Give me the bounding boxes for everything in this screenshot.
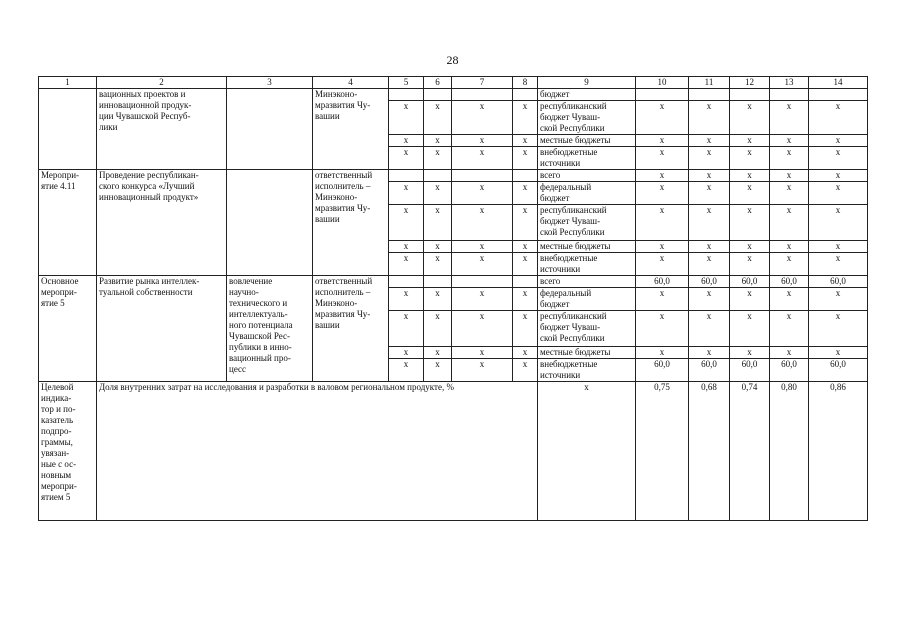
funding-source-cell: всего <box>538 276 636 288</box>
activity-name-cell: Проведение республикан- ского конкурса «Лучший инновационный продукт» <box>97 170 227 276</box>
code-cell: x <box>424 347 452 359</box>
value-cell: x <box>809 288 868 311</box>
code-cell: x <box>424 205 452 241</box>
code-cell: x <box>389 288 424 311</box>
code-cell <box>389 276 424 288</box>
value-cell: x <box>809 182 868 205</box>
funding-source-cell: бюджет <box>538 89 636 101</box>
value-cell: x <box>689 170 730 182</box>
value-cell <box>636 89 689 101</box>
code-cell: x <box>424 253 452 276</box>
code-cell: x <box>452 241 513 253</box>
code-cell <box>389 170 424 182</box>
value-cell: x <box>730 347 770 359</box>
indicator-value-cell: 0,74 <box>730 382 770 521</box>
executor-cell: Минэконо- мразвития Чу- вашии <box>313 89 389 170</box>
value-cell: x <box>809 241 868 253</box>
code-cell <box>452 89 513 101</box>
value-cell: x <box>770 170 809 182</box>
code-cell: x <box>389 101 424 135</box>
value-cell: x <box>689 135 730 147</box>
value-cell: x <box>636 241 689 253</box>
value-cell: x <box>770 288 809 311</box>
value-cell <box>689 89 730 101</box>
value-cell: x <box>770 311 809 347</box>
code-cell: x <box>513 147 538 170</box>
indicator-value-cell: 0,68 <box>689 382 730 521</box>
value-cell: 60,0 <box>636 359 689 382</box>
value-cell: 60,0 <box>770 359 809 382</box>
value-cell: x <box>770 101 809 135</box>
activity-name-cell: вационных проектов и инновационной продук- ции Чувашской Респуб- лики <box>97 89 227 170</box>
value-cell: x <box>809 205 868 241</box>
indicator-code-cell: x <box>538 382 636 521</box>
code-cell: x <box>389 241 424 253</box>
header-cell: 1 <box>39 77 97 89</box>
indicator-value-cell: 0,75 <box>636 382 689 521</box>
value-cell: 60,0 <box>730 359 770 382</box>
header-cell: 4 <box>313 77 389 89</box>
code-cell: x <box>424 135 452 147</box>
program-table <box>38 76 868 521</box>
code-cell: x <box>513 347 538 359</box>
code-cell: x <box>452 347 513 359</box>
header-cell: 5 <box>389 77 424 89</box>
code-cell: x <box>424 241 452 253</box>
funding-source-cell: местные бюджеты <box>538 135 636 147</box>
expected-result-cell: вовлечение научно- технического и интеллектуаль- ного потенциала Чувашской Рес- публики в инно- вационный про- цесс <box>227 276 313 382</box>
code-cell: x <box>452 147 513 170</box>
indicator-text-cell: Доля внутренних затрат на исследования и разработки в валовом региональном продукте, % <box>97 382 538 521</box>
code-cell: x <box>452 205 513 241</box>
code-cell: x <box>389 135 424 147</box>
code-cell: x <box>513 253 538 276</box>
page-number: 28 <box>446 53 459 67</box>
expected-result-cell <box>227 89 313 170</box>
value-cell: x <box>689 241 730 253</box>
value-cell: x <box>809 253 868 276</box>
code-cell: x <box>424 101 452 135</box>
code-cell: x <box>452 288 513 311</box>
code-cell: x <box>513 101 538 135</box>
code-cell: x <box>513 135 538 147</box>
code-cell: x <box>513 359 538 382</box>
value-cell: 60,0 <box>809 359 868 382</box>
code-cell: x <box>452 182 513 205</box>
value-cell: x <box>636 147 689 170</box>
value-cell: x <box>689 101 730 135</box>
header-cell: 14 <box>809 77 868 89</box>
value-cell: x <box>809 170 868 182</box>
value-cell: x <box>730 147 770 170</box>
code-cell <box>513 170 538 182</box>
code-cell: x <box>389 253 424 276</box>
code-cell: x <box>389 311 424 347</box>
value-cell: x <box>689 288 730 311</box>
funding-source-cell: республиканский бюджет Чуваш- ской Республики <box>538 311 636 347</box>
indicator-value-cell: 0,80 <box>770 382 809 521</box>
header-cell: 6 <box>424 77 452 89</box>
header-cell: 2 <box>97 77 227 89</box>
header-cell: 12 <box>730 77 770 89</box>
value-cell: x <box>636 311 689 347</box>
value-cell: x <box>770 205 809 241</box>
code-cell: x <box>513 205 538 241</box>
value-cell: x <box>636 182 689 205</box>
value-cell: x <box>689 182 730 205</box>
value-cell: x <box>809 135 868 147</box>
expected-result-cell <box>227 170 313 276</box>
code-cell: x <box>424 311 452 347</box>
value-cell: x <box>636 170 689 182</box>
code-cell: x <box>513 288 538 311</box>
header-cell: 11 <box>689 77 730 89</box>
activity-code-cell: Меропри- ятие 4.11 <box>39 170 97 276</box>
funding-source-cell: республиканский бюджет Чуваш- ской Республики <box>538 205 636 241</box>
code-cell: x <box>389 147 424 170</box>
code-cell: x <box>513 241 538 253</box>
activity-name-cell: Развитие рынка интеллек- туальной собственности <box>97 276 227 382</box>
code-cell: x <box>389 347 424 359</box>
funding-source-cell: внебюджетные источники <box>538 359 636 382</box>
code-cell <box>424 170 452 182</box>
value-cell <box>809 89 868 101</box>
table-row <box>39 276 868 288</box>
code-cell <box>424 89 452 101</box>
funding-source-cell: республиканский бюджет Чуваш- ской Республики <box>538 101 636 135</box>
code-cell: x <box>452 311 513 347</box>
value-cell: x <box>770 347 809 359</box>
value-cell: x <box>730 205 770 241</box>
value-cell: x <box>636 205 689 241</box>
value-cell: x <box>809 147 868 170</box>
value-cell <box>770 89 809 101</box>
value-cell: x <box>809 311 868 347</box>
header-cell: 3 <box>227 77 313 89</box>
header-cell: 7 <box>452 77 513 89</box>
value-cell: x <box>730 241 770 253</box>
value-cell: x <box>636 101 689 135</box>
value-cell: x <box>730 288 770 311</box>
value-cell: x <box>770 135 809 147</box>
header-cell: 8 <box>513 77 538 89</box>
code-cell: x <box>513 311 538 347</box>
code-cell <box>513 89 538 101</box>
executor-cell: ответственный исполнитель – Минэконо- мразвития Чу- вашии <box>313 276 389 382</box>
header-cell: 13 <box>770 77 809 89</box>
code-cell: x <box>452 253 513 276</box>
indicator-label-cell: Целевой индика- тор и по- казатель подпро- граммы, увязан- ные с ос- новным меропри- ятием 5 <box>39 382 97 521</box>
value-cell: x <box>689 205 730 241</box>
value-cell: x <box>730 135 770 147</box>
value-cell: 60,0 <box>636 276 689 288</box>
header-cell: 9 <box>538 77 636 89</box>
code-cell: x <box>452 135 513 147</box>
indicator-row <box>39 382 868 521</box>
code-cell: x <box>389 182 424 205</box>
executor-cell: ответственный исполнитель – Минэконо- мразвития Чу- вашии <box>313 170 389 276</box>
code-cell: x <box>424 147 452 170</box>
code-cell: x <box>389 205 424 241</box>
table-body <box>39 77 868 521</box>
value-cell: x <box>809 347 868 359</box>
table-row <box>39 170 868 182</box>
value-cell: x <box>730 253 770 276</box>
code-cell <box>389 89 424 101</box>
funding-source-cell: федеральный бюджет <box>538 288 636 311</box>
code-cell <box>452 276 513 288</box>
funding-source-cell: местные бюджеты <box>538 347 636 359</box>
code-cell: x <box>424 288 452 311</box>
header-row <box>39 77 868 89</box>
value-cell: x <box>636 347 689 359</box>
code-cell: x <box>513 182 538 205</box>
value-cell: 60,0 <box>809 276 868 288</box>
table-row <box>39 89 868 101</box>
value-cell: 60,0 <box>770 276 809 288</box>
indicator-value-cell: 0,86 <box>809 382 868 521</box>
code-cell: x <box>424 182 452 205</box>
value-cell: x <box>809 101 868 135</box>
code-cell: x <box>452 101 513 135</box>
code-cell <box>452 170 513 182</box>
code-cell <box>513 276 538 288</box>
funding-source-cell: всего <box>538 170 636 182</box>
value-cell: x <box>730 170 770 182</box>
value-cell: x <box>730 182 770 205</box>
value-cell: x <box>636 288 689 311</box>
code-cell: x <box>424 359 452 382</box>
value-cell: x <box>689 253 730 276</box>
value-cell: x <box>770 182 809 205</box>
funding-source-cell: внебюджетные источники <box>538 147 636 170</box>
value-cell: 60,0 <box>730 276 770 288</box>
value-cell: x <box>689 311 730 347</box>
code-cell: x <box>389 359 424 382</box>
value-cell: 60,0 <box>689 359 730 382</box>
value-cell: x <box>636 135 689 147</box>
value-cell <box>730 89 770 101</box>
value-cell: x <box>689 347 730 359</box>
value-cell: x <box>770 253 809 276</box>
value-cell: x <box>730 101 770 135</box>
header-cell: 10 <box>636 77 689 89</box>
value-cell: x <box>689 147 730 170</box>
value-cell: x <box>636 253 689 276</box>
value-cell: x <box>770 241 809 253</box>
funding-source-cell: федеральный бюджет <box>538 182 636 205</box>
value-cell: 60,0 <box>689 276 730 288</box>
code-cell <box>424 276 452 288</box>
activity-code-cell: Основное меропри- ятие 5 <box>39 276 97 382</box>
funding-source-cell: местные бюджеты <box>538 241 636 253</box>
code-cell: x <box>452 359 513 382</box>
value-cell: x <box>730 311 770 347</box>
value-cell: x <box>770 147 809 170</box>
activity-code-cell <box>39 89 97 170</box>
funding-source-cell: внебюджетные источники <box>538 253 636 276</box>
